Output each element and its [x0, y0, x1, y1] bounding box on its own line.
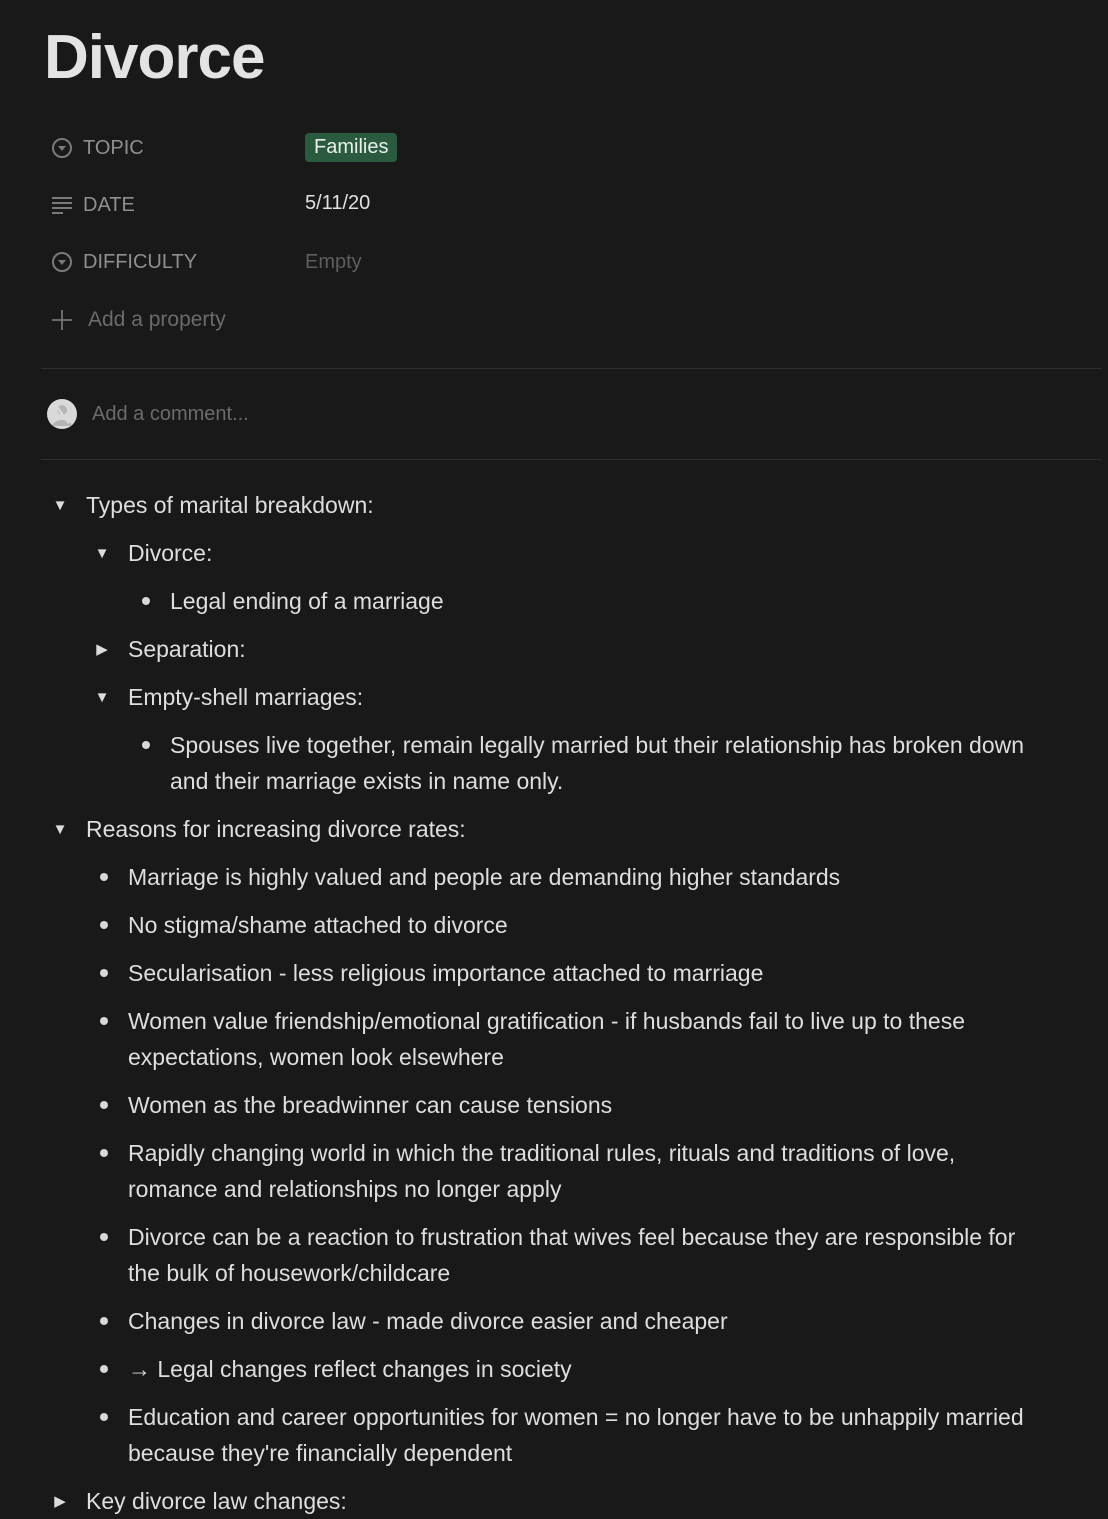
divider — [41, 459, 1102, 460]
bullet-icon — [100, 1149, 108, 1157]
toggle-heading-key-law[interactable]: Key divorce law changes: — [86, 1488, 347, 1514]
list-item[interactable] — [128, 1351, 572, 1387]
property-date[interactable] — [50, 190, 135, 220]
bullet-icon — [100, 1413, 108, 1421]
list-item[interactable] — [128, 859, 840, 895]
list-item[interactable] — [128, 1003, 965, 1075]
bullet-icon — [100, 1017, 108, 1025]
list-item[interactable] — [128, 1399, 1024, 1471]
bullet-icon — [100, 1317, 108, 1325]
list-item[interactable]: Legal ending of a marriage — [170, 588, 444, 614]
add-property-button[interactable] — [50, 305, 226, 335]
property-label: TOPIC — [83, 136, 144, 159]
toggle-heading-types[interactable]: Types of marital breakdown: — [86, 492, 374, 518]
toggle-closed-icon[interactable]: ▶ — [54, 1493, 66, 1510]
list-item[interactable] — [128, 1303, 728, 1339]
list-item[interactable] — [128, 907, 508, 943]
list-item-line: Women value friendship/emotional gratification - if husbands fail to live up to these — [128, 1008, 965, 1034]
date-value[interactable]: 5/11/20 — [305, 192, 371, 214]
toggle-heading-empty-shell[interactable]: Empty-shell marriages: — [128, 684, 364, 710]
list-item-line: because they're financially dependent — [128, 1440, 513, 1466]
avatar — [47, 399, 77, 429]
topic-tag[interactable]: Families — [305, 133, 397, 162]
toggle-heading-separation[interactable]: Separation: — [128, 636, 246, 662]
list-item-line: and their marriage exists in name only. — [170, 768, 564, 794]
select-icon — [50, 136, 74, 160]
list-item[interactable] — [170, 727, 1024, 799]
list-item-line: Divorce can be a reaction to frustration that wives feel because they are responsible for — [128, 1224, 1016, 1250]
bullet-icon — [100, 969, 108, 977]
list-item-line: → Legal changes reflect changes in society — [128, 1356, 572, 1382]
page-title[interactable]: Divorce — [44, 23, 265, 92]
add-property-label: Add a property — [88, 308, 226, 331]
plus-icon — [50, 308, 74, 332]
list-item-line: Spouses live together, remain legally married but their relationship has broken down — [170, 732, 1025, 758]
bullet-icon — [100, 1365, 108, 1373]
list-item-line: Secularisation - less religious importance attached to marriage — [128, 960, 764, 986]
property-label: DIFFICULTY — [83, 250, 198, 273]
list-item-line: expectations, women look elsewhere — [128, 1044, 504, 1070]
difficulty-value[interactable]: Empty — [305, 251, 362, 273]
list-item-line: Rapidly changing world in which the traditional rules, rituals and traditions of love, — [128, 1140, 956, 1166]
toggle-open-icon[interactable]: ▼ — [52, 496, 68, 514]
bullet-icon — [100, 1101, 108, 1109]
list-item-line: Marriage is highly valued and people are demanding higher standards — [128, 864, 841, 890]
list-item[interactable] — [128, 1135, 955, 1207]
toggle-heading-reasons[interactable]: Reasons for increasing divorce rates: — [86, 816, 466, 842]
select-icon — [50, 250, 74, 274]
toggle-closed-icon[interactable]: ▶ — [96, 641, 108, 658]
list-item-line: the bulk of housework/childcare — [128, 1260, 451, 1286]
toggle-open-icon[interactable]: ▼ — [94, 688, 110, 706]
toggle-heading-divorce[interactable]: Divorce: — [128, 540, 213, 566]
toggle-open-icon[interactable]: ▼ — [52, 820, 68, 838]
list-item[interactable] — [128, 955, 763, 991]
list-item[interactable] — [128, 1219, 1015, 1291]
property-label: DATE — [83, 193, 135, 216]
comment-input[interactable] — [92, 403, 992, 426]
divider — [41, 368, 1102, 369]
bullet-icon — [142, 741, 150, 749]
list-item[interactable] — [128, 1087, 612, 1123]
list-item-line: Women as the breadwinner can cause tensions — [128, 1092, 613, 1118]
bullet-icon — [142, 597, 150, 605]
bullet-icon — [100, 1233, 108, 1241]
toggle-open-icon[interactable]: ▼ — [94, 544, 110, 562]
list-item-line: Education and career opportunities for women = no longer have to be unhappily married — [128, 1404, 1024, 1430]
property-difficulty[interactable] — [50, 247, 197, 277]
list-item-line: romance and relationships no longer apply — [128, 1176, 562, 1202]
bullet-icon — [100, 873, 108, 881]
text-lines-icon — [50, 193, 74, 217]
list-item-line: No stigma/shame attached to divorce — [128, 912, 508, 938]
bullet-icon — [100, 921, 108, 929]
property-topic[interactable] — [50, 133, 144, 163]
list-item-line: Changes in divorce law - made divorce easier and cheaper — [128, 1308, 728, 1334]
